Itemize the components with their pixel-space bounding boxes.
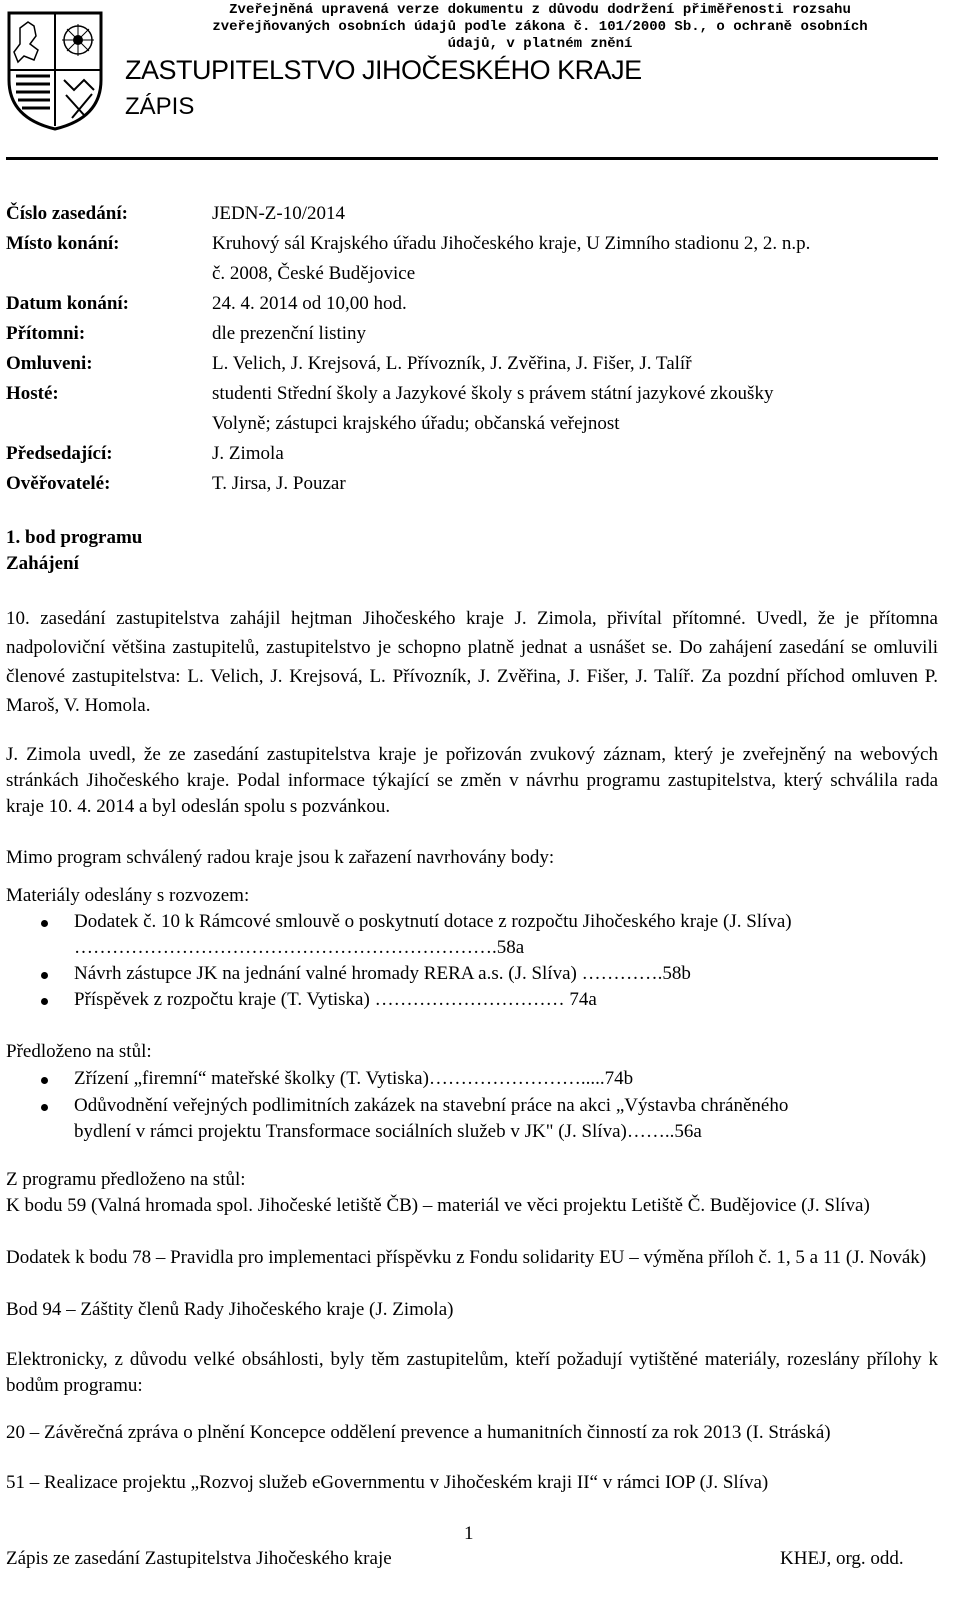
meta-label-session: Číslo zasedání: (6, 203, 128, 224)
list-item: Dodatek č. 10 k Rámcové smlouvě o poskytnutí dotace z rozpočtu Jihočeského kraje (J. Slíva) ………………………………………………………….58a (74, 909, 940, 961)
meta-value-place: Kruhový sál Krajského úřadu Jihočeského kraje, U Zimního stadionu 2, 2. n.p. (212, 233, 811, 254)
meta-label-guests: Hosté: (6, 383, 59, 404)
list-item: Příspěvek z rozpočtu kraje (T. Vytiska) ………………………… 74a (74, 987, 940, 1013)
paragraph-recording: J. Zimola uvedl, že ze zasedání zastupitelstva kraje je pořizován zvukový záznam, který je zveřejněný na webových stránkách Jihočeského kraje. Podal informace týkající se změn v návrhu programu zastupitelstva, který schválila rada kraje 10. 4. 2014 a byl odeslán spolu s pozvánkou. (6, 744, 938, 817)
list-item: Návrh zástupce JK na jednání valné hromady RERA a.s. (J. Slíva) ………….58b (74, 961, 940, 987)
bullet-icon (41, 1077, 48, 1084)
program-item: Dodatek k bodu 78 – Pravidla pro implementaci příspěvku z Fondu solidarity EU – výměna příloh č. 1, 5 a 11 (J. Novák) (6, 1247, 927, 1268)
coat-of-arms-icon (6, 10, 104, 132)
heading-table-materials: Předloženo na stůl: (6, 1041, 152, 1062)
footer-left: Zápis ze zasedání Zastupitelstva Jihočeského kraje (6, 1548, 392, 1569)
meta-value-present: dle prezenční listiny (212, 323, 367, 344)
notice-line: zveřejňovaných osobních údajů podle zákona č. 101/2000 Sb., o ochraně osobních (212, 19, 868, 35)
page-number: 1 (464, 1523, 474, 1544)
meta-label-verifiers: Ověřovatelé: (6, 473, 111, 494)
list-item: Odůvodnění veřejných podlimitních zakázek na stavební práce na akci „Výstavba chráněného bydlení v rámci projektu Transformace sociálních služeb v JK" (J. Slíva)……..56a (74, 1093, 940, 1145)
bullet-icon (41, 1104, 48, 1111)
attachment-item: 51 – Realizace projektu „Rozvoj služeb eGovernmentu v Jihočeském kraji II“ v rámci IOP (J. Slíva) (6, 1472, 769, 1493)
program-item: Bod 94 – Záštity členů Rady Jihočeského kraje (J. Zimola) (6, 1299, 454, 1320)
footer-right: KHEJ, org. odd. (780, 1548, 904, 1569)
notice-line: Zveřejněná upravená verze dokumentu z důvodu dodržení přiměřenosti rozsahu (229, 2, 851, 18)
meta-value-session: JEDN-Z-10/2014 (212, 203, 345, 224)
meta-label-excused: Omluveni: (6, 353, 93, 374)
paragraph-electronic: Elektronicky, z důvodu velké obsáhlosti, byly těm zastupitelům, kteří požadují vytištěné materiály, rozeslány přílohy k bodům programu: (6, 1349, 938, 1396)
list-item: Zřízení „firemní“ mateřské školky (T. Vytiska)…………………….....74b (74, 1066, 940, 1092)
meta-label-present: Přítomni: (6, 323, 86, 344)
document-title: ZASTUPITELSTVO JIHOČESKÉHO KRAJE (125, 55, 642, 85)
bullet-icon (41, 972, 48, 979)
header-divider (6, 157, 938, 160)
heading-program-table: Z programu předloženo na stůl: (6, 1169, 246, 1190)
paragraph-opening: 10. zasedání zastupitelstva zahájil hejtman Jihočeského kraje J. Zimola, přivítal přítomné. Uvedl, že je přítomna nadpoloviční většina zastupitelů, zastupitelstvo je schopno platně jednat a usnášet se. Do zahájení zasedání se omluvili členové zastupitelstva: L. Velich, J. Krejsová, L. Přívozník, J. Zvěřina, J. Fišer, J. Talíř. Za pozdní příchod omluven P. Maroš, V. Homola. (6, 608, 938, 716)
notice-line: údajů, v platném znění (447, 36, 633, 52)
meta-value-date: 24. 4. 2014 od 10,00 hod. (212, 293, 407, 314)
meta-value-place-cont: č. 2008, České Budějovice (212, 263, 416, 284)
section-number: 1. bod programu (6, 527, 143, 548)
bullet-icon (41, 920, 48, 927)
meta-label-place: Místo konání: (6, 233, 120, 254)
meta-value-verifiers: T. Jirsa, J. Pouzar (212, 473, 346, 494)
meta-value-guests: studenti Střední školy a Jazykové školy s právem státní jazykové zkoušky (212, 383, 774, 404)
meta-value-excused: L. Velich, J. Krejsová, L. Přívozník, J. Zvěřina, J. Fišer, J. Talíř (212, 353, 692, 374)
publication-notice (140, 2, 940, 53)
section-title: Zahájení (6, 553, 79, 574)
meta-label-chair: Předsedající: (6, 443, 113, 464)
program-item: K bodu 59 (Valná hromada spol. Jihočeské letiště ČB) – materiál ve věci projektu Letiště Č. Budějovice (J. Slíva) (6, 1195, 870, 1216)
heading-sent-materials: Materiály odeslány s rozvozem: (6, 885, 250, 906)
bullet-icon (41, 998, 48, 1005)
meta-value-guests-cont: Volyně; zástupci krajského úřadu; občanská veřejnost (212, 413, 620, 434)
meta-label-date: Datum konání: (6, 293, 129, 314)
attachment-item: 20 – Závěrečná zpráva o plnění Koncepce oddělení prevence a humanitních činností za rok 2013 (I. Stráská) (6, 1422, 831, 1443)
meta-value-chair: J. Zimola (212, 443, 284, 464)
paragraph-extra-items: Mimo program schválený radou kraje jsou k zařazení navrhovány body: (6, 847, 555, 868)
document-subtitle: ZÁPIS (125, 93, 195, 120)
